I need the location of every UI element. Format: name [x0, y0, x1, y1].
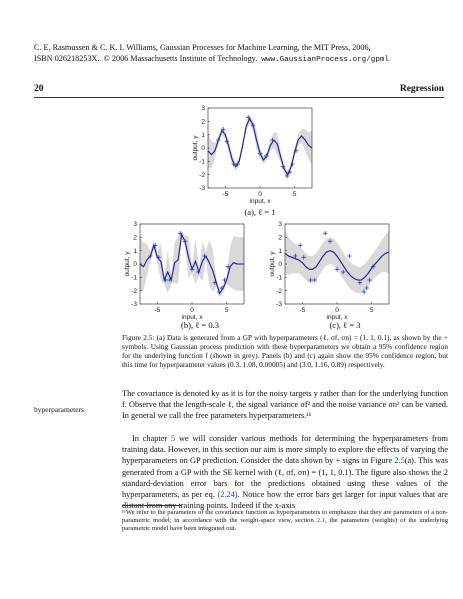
running-head: [34, 84, 444, 96]
margin-note: hyperparameters: [34, 405, 84, 414]
y-tick-label-a: -1: [199, 158, 205, 166]
x-axis-label-b: input, x: [181, 314, 203, 321]
x-tick-label-c: 5: [369, 307, 374, 314]
link-figure-2-5[interactable]: 2.5: [394, 456, 405, 466]
y-tick-label-a: 3: [201, 105, 205, 113]
panel-c-label: (c), ℓ = 3: [329, 320, 361, 330]
y-tick-label-a: 2: [201, 118, 205, 126]
y-tick-label-b: 1: [133, 247, 137, 255]
plot-b-svg: [122, 220, 252, 322]
header-citation: C. E. Rasmussen & C. K. I. Williams, Gaussian Processes for Machine Learning, the MIT Press, 2006,: [34, 43, 371, 52]
plot-c-svg: [267, 220, 397, 322]
y-tick-label-c: 1: [278, 247, 282, 255]
x-tick-label-a: 5: [292, 191, 297, 198]
y-tick-label-a: -3: [199, 185, 205, 193]
mean-curve-a: [208, 119, 312, 175]
para2-text-a: In chapter: [132, 434, 171, 443]
y-tick-label-c: -2: [276, 287, 282, 295]
chapter-title: Regression: [399, 84, 444, 94]
y-tick-label-b: 2: [133, 234, 137, 242]
x-tick-label-a: 0: [258, 191, 262, 198]
link-section-2-1[interactable]: 2.1: [316, 517, 325, 525]
y-tick-label-b: 0: [133, 261, 137, 269]
data-point-c: [323, 231, 327, 235]
y-axis-label-a: output, y: [192, 135, 199, 161]
y-tick-label-c: 3: [278, 221, 282, 229]
page-number: 20: [34, 84, 44, 94]
y-axis-label-c: output, y: [269, 251, 276, 277]
x-tick-label-b: -5: [154, 307, 161, 314]
header-line2: [34, 54, 454, 66]
footnote-text-a: ¹¹We refer to the parameters of the covariance function as hyperparameters to emphasize that they are parameters of a non-parametric model; in accordance with the weight-space view, section: [122, 509, 448, 525]
figure-panel-a: [190, 104, 320, 206]
x-tick-label-c: 0: [335, 307, 339, 314]
x-axis-label-a: input, x: [249, 198, 271, 205]
header-isbn: ISBN 026218253X.: [34, 53, 100, 63]
y-tick-label-b: -3: [131, 301, 137, 309]
body-paragraph-2: [122, 433, 448, 511]
page-header: [34, 43, 454, 65]
figure-panel-b: [122, 220, 252, 322]
panel-b-label: (b), ℓ = 0.3: [181, 320, 219, 330]
y-tick-label-c: 0: [278, 261, 282, 269]
header-rule: [34, 97, 444, 98]
link-chapter-5[interactable]: 5: [170, 434, 176, 443]
footnote: [122, 509, 448, 534]
y-tick-label-b: 3: [133, 221, 137, 229]
data-point-c: [347, 254, 351, 258]
x-axis-label-c: input, x: [326, 314, 348, 321]
footnote-text-b: , the parameters (weights) of the underlying parametric model have been integrated out.: [122, 517, 448, 533]
y-tick-label-c: -1: [276, 274, 282, 282]
y-tick-label-a: -2: [199, 171, 205, 179]
para2-text-b: we will consider various methods for determining the hyperparameters from training data. However, in this section our aim is more simply to explore the effects of varying the hyperparameters on GP prediction. Consider the data shown by + signs in Figure: [122, 434, 448, 466]
y-tick-label-a: 1: [201, 131, 205, 139]
body-paragraph-1: The covariance is denoted ky as it is for the noisy targets y rather than for the underlying function f. Observe that the length-scale ℓ, the signal variance σf² and the noise variance σn² can be varied. In general we call the free parameters hyperparameters.¹¹: [122, 389, 448, 421]
y-tick-label-a: 0: [201, 145, 205, 153]
confidence-band-b: [140, 231, 244, 298]
y-axis-label-b: output, y: [124, 251, 131, 277]
header-copyright: © 2006 Massachusetts Institute of Technology.: [103, 53, 258, 63]
caption-lead: Figure 2.5:: [122, 333, 155, 342]
y-tick-label-c: -3: [276, 301, 282, 309]
y-tick-label-b: -1: [131, 274, 137, 282]
figure-caption: [122, 333, 448, 369]
para2-text-c: (a). This was generated from a GP with the SE kernel with (ℓ, σf, σn) = (1, 1, 0.1). The figure also shows the 2 standard-deviation error bars for the predictions obtained using these values of the hyperparameters, as per eq.: [122, 456, 448, 500]
x-tick-label-c: -5: [299, 307, 306, 314]
footnote-rule: [122, 505, 182, 506]
caption-text: (a) Data is generated from a GP with hyperparameters (ℓ, σf, σn) = (1, 1, 0.1), as shown by the + symbols. Using Gaussian process prediction with these hyperparameters we obtain a 95% confidence region for the underlying function f (shown in grey). Panels (b) and (c) again show the 95% confidence region, but this time for hyperparameter values (0.3, 1.08, 0.00005) and (3.0, 1.16, 0.89) respectively.: [122, 333, 448, 369]
figure-panel-c: [267, 220, 397, 322]
plot-a-svg: [190, 104, 320, 206]
x-tick-label-b: 0: [190, 307, 194, 314]
link-eq-2-24[interactable]: (2.24): [217, 490, 238, 500]
para2-text-d: . Notice how the error bars get larger for input values that are distant from any training points. Indeed if the x-axis: [122, 490, 448, 511]
x-tick-label-a: -5: [222, 191, 229, 198]
header-url[interactable]: www.GaussianProcess.org/gpml: [261, 55, 389, 64]
panel-a-label: (a), ℓ = 1: [244, 207, 276, 217]
y-tick-label-c: 2: [278, 234, 282, 242]
x-tick-label-b: 5: [224, 307, 229, 314]
y-tick-label-b: -2: [131, 287, 137, 295]
